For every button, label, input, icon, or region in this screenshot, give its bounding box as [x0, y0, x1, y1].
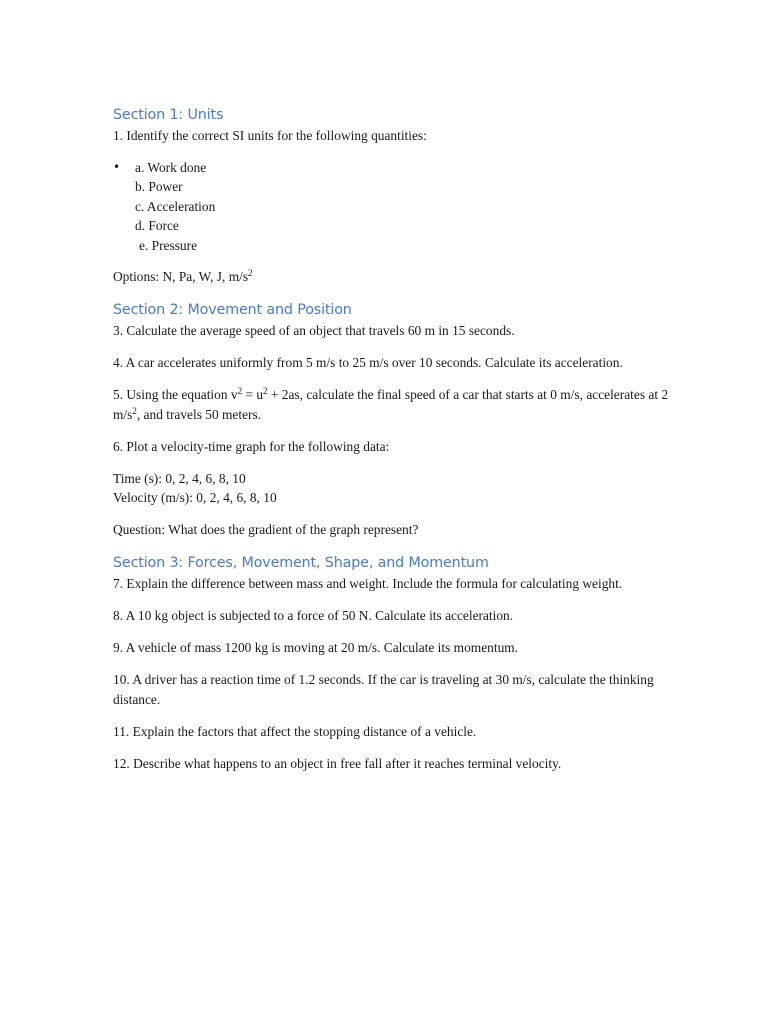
question-1: 1. Identify the correct SI units for the following quantities:: [113, 128, 427, 143]
question-9: 9. A vehicle of mass 1200 kg is moving at 20 m/s. Calculate its momentum.: [113, 640, 519, 655]
gradient-question: Question: What does the gradient of the graph represent?: [113, 522, 419, 537]
worksheet-body: [113, 104, 673, 786]
section-3-heading: Section 3: Forces, Movement, Shape, and Momentum: [113, 555, 489, 571]
list-item-acceleration: c. Acceleration: [135, 198, 216, 214]
section-2-heading: Section 2: Movement and Position: [113, 302, 352, 318]
list-item-power: b. Power: [135, 179, 183, 194]
question-5: 5. Using the equation $v^2 = u^2 + 2as$, calculate the final speed of a car that starts at 0 m/s, accelerates at 2 $m/s^2$, and travels 50 meters.: [113, 386, 669, 422]
options-line: Options: N, Pa, W, J, $m/s^2$: [113, 268, 253, 284]
question-4: 4. A car accelerates uniformly from 5 m/s to 25 m/s over 10 seconds. Calculate its acceleration.: [113, 355, 623, 370]
velocity-data: Velocity (m/s): 0, 2, 4, 6, 8, 10: [113, 490, 277, 505]
question-3: 3. Calculate the average speed of an object that travels 60 m in 15 seconds.: [113, 323, 515, 338]
list-item-pressure: e. Pressure: [139, 237, 198, 253]
time-data: Time (s): 0, 2, 4, 6, 8, 10: [113, 470, 246, 486]
question-10: 10. A driver has a reaction time of 1.2 seconds. If the car is traveling at 30 m/s, calculate the thinking distance.: [113, 672, 654, 707]
section-1-heading: Section 1: Units: [113, 107, 224, 123]
list-item-force: d. Force: [135, 218, 179, 233]
bullet-icon: •: [113, 159, 121, 174]
quantities-list: [113, 158, 673, 256]
question-11: 11. Explain the factors that affect the stopping distance of a vehicle.: [113, 723, 477, 739]
question-6: 6. Plot a velocity-time graph for the following data:: [113, 438, 390, 454]
question-12: 12. Describe what happens to an object in free fall after it reaches terminal velocity.: [113, 755, 562, 771]
list-item-work-done: a. Work done: [135, 159, 207, 175]
question-7: 7. Explain the difference between mass and weight. Include the formula for calculating weight.: [113, 576, 623, 591]
question-8: 8. A 10 kg object is subjected to a force of 50 N. Calculate its acceleration.: [113, 608, 514, 623]
